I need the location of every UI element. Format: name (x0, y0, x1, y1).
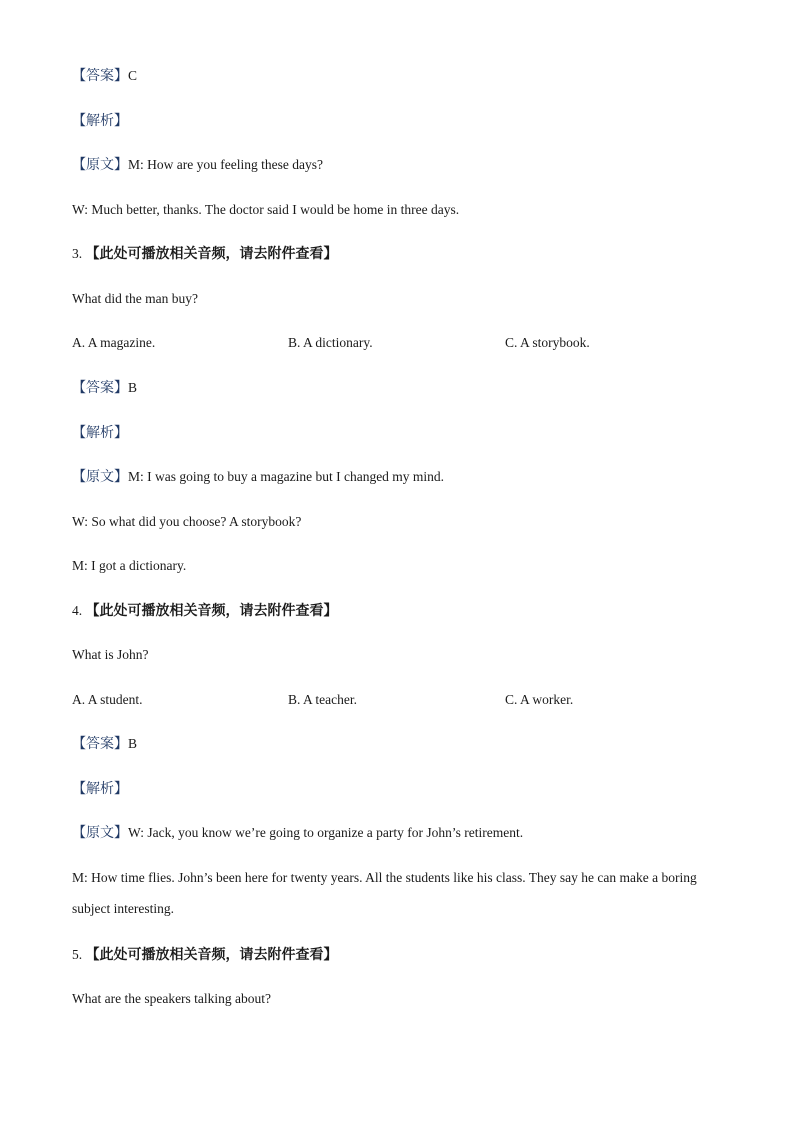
q2-original-line-1 (72, 156, 323, 174)
q3-original-line-3: M: I got a dictionary. (72, 558, 187, 573)
q3-option-c: C. A storybook. (505, 335, 590, 350)
transcript-text: M: How are you feeling these days? (128, 157, 323, 172)
question-number: 4. (72, 603, 83, 618)
q4-original-line-2: M: How time flies. John’s been here for twenty years. All the students like his class. They say he can make a boring subject interesting. (72, 870, 697, 916)
answer-tag: 【答案】 (72, 736, 128, 752)
original-tag: 【原文】 (72, 157, 128, 173)
answer-value: C (128, 68, 138, 83)
q5-header (72, 946, 338, 964)
audio-placeholder: 【此处可播放相关音频，请去附件查看】 (85, 246, 338, 262)
q3-original-line-1 (72, 468, 444, 486)
answer-tag: 【答案】 (72, 380, 128, 396)
q4-question: What is John? (72, 647, 149, 662)
answer-value: B (128, 380, 138, 395)
original-tag: 【原文】 (72, 469, 128, 485)
answer-tag: 【答案】 (72, 68, 128, 84)
question-number: 5. (72, 947, 83, 962)
audio-placeholder: 【此处可播放相关音频，请去附件查看】 (85, 947, 338, 963)
q2-analysis (72, 112, 128, 130)
analysis-tag: 【解析】 (72, 781, 128, 797)
question-number: 3. (72, 246, 83, 261)
q4-analysis (72, 780, 128, 798)
q3-analysis (72, 424, 128, 442)
q2-answer (72, 67, 137, 85)
q4-header (72, 602, 338, 620)
q4-option-c: C. A worker. (505, 692, 574, 707)
q3-option-a: A. A magazine. (72, 335, 156, 350)
q2-original-line-2: W: Much better, thanks. The doctor said I would be home in three days. (72, 202, 460, 217)
audio-placeholder: 【此处可播放相关音频，请去附件查看】 (85, 603, 338, 619)
q3-answer (72, 379, 137, 397)
q3-header (72, 245, 338, 263)
q4-option-b: B. A teacher. (288, 692, 357, 707)
answer-value: B (128, 736, 138, 751)
q4-option-a: A. A student. (72, 692, 143, 707)
transcript-text: W: Jack, you know we’re going to organize a party for John’s retirement. (128, 825, 524, 840)
q3-option-b: B. A dictionary. (288, 335, 373, 350)
q4-original-line-1 (72, 824, 523, 842)
transcript-text: M: I was going to buy a magazine but I changed my mind. (128, 469, 445, 484)
q4-answer (72, 735, 137, 753)
original-tag: 【原文】 (72, 825, 128, 841)
analysis-tag: 【解析】 (72, 425, 128, 441)
q3-question: What did the man buy? (72, 291, 198, 306)
analysis-tag: 【解析】 (72, 113, 128, 129)
q5-question: What are the speakers talking about? (72, 991, 272, 1006)
q3-original-line-2: W: So what did you choose? A storybook? (72, 514, 302, 529)
